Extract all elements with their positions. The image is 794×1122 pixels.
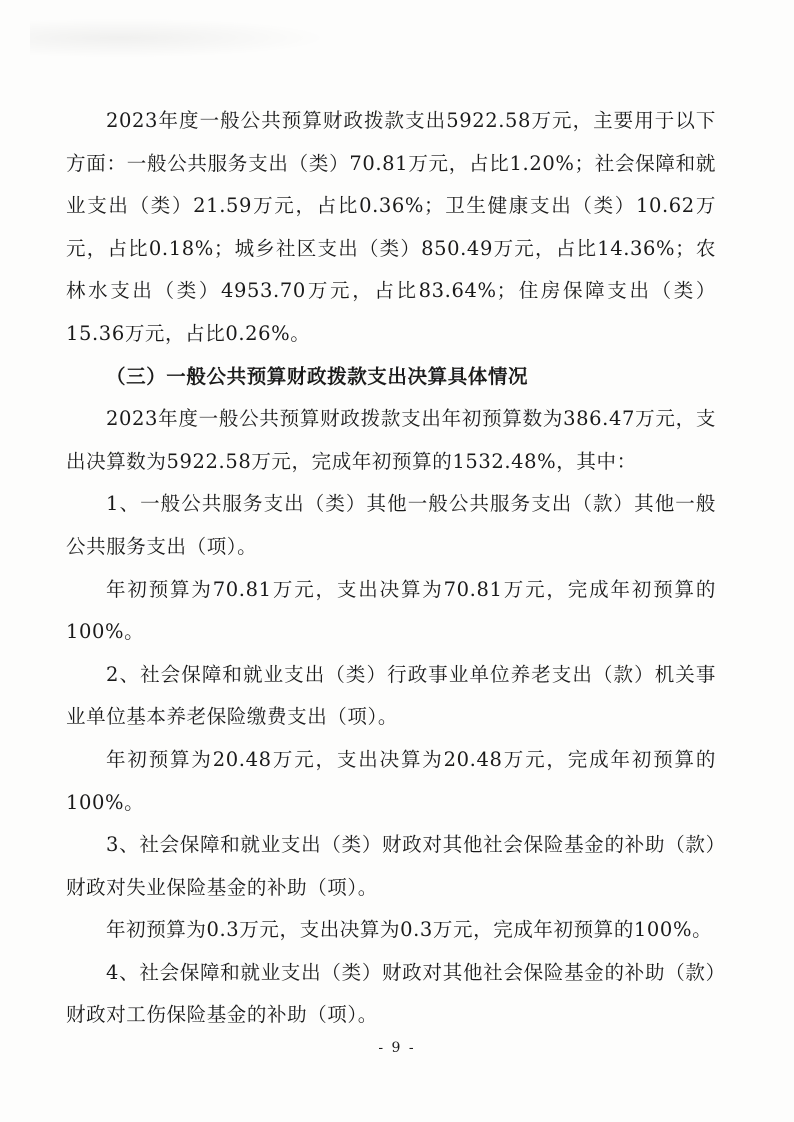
- item-2-detail: 年初预算为20.48万元，支出决算为20.48万元，完成年初预算的100%。: [66, 747, 716, 814]
- summary-paragraph: 2023年度一般公共预算财政拨款支出5922.58万元，主要用于以下方面：一般公共服务支出（类）70.81万元，占比1.20%；社会保障和就业支出（类）21.59万元，占比0.36%；卫生健康支出（类）10.62万元，占比0.18%；城乡社区支出（类）850.49万元，占比14.36%；农林水支出（类）4953.70万元，占比83.64%；住房保障支出（类）15.36万元，占比0.26%。: [66, 109, 716, 345]
- item-3-detail: 年初预算为0.3万元，支出决算为0.3万元，完成年初预算的100%。: [106, 918, 713, 942]
- item-2-title: 2、社会保障和就业支出（类）行政事业单位养老支出（款）机关事业单位基本养老保险缴费支出（项）。: [66, 662, 716, 729]
- page-number: - 9 -: [378, 1040, 416, 1056]
- item-1-title: 1、一般公共服务支出（类）其他一般公共服务支出（款）其他一般公共服务支出（项）。: [66, 492, 716, 558]
- scan-smudge: [30, 18, 330, 58]
- section-heading: （三）一般公共预算财政拨款支出决算具体情况: [106, 364, 529, 388]
- item-1-detail: 年初预算为70.81万元，支出决算为70.81万元，完成年初预算的100%。: [66, 577, 716, 644]
- item-3-title: 3、社会保障和就业支出（类）财政对其他社会保险基金的补助（款）财政对失业保险基金的补助（项）。: [66, 833, 716, 899]
- document-body: [66, 100, 716, 1037]
- item-4-title: 4、社会保障和就业支出（类）财政对其他社会保险基金的补助（款）财政对工伤保险基金的补助（项）。: [66, 960, 716, 1027]
- overview-paragraph: 2023年度一般公共预算财政拨款支出年初预算数为386.47万元，支出决算数为5922.58万元，完成年初预算的1532.48%，其中：: [66, 407, 716, 473]
